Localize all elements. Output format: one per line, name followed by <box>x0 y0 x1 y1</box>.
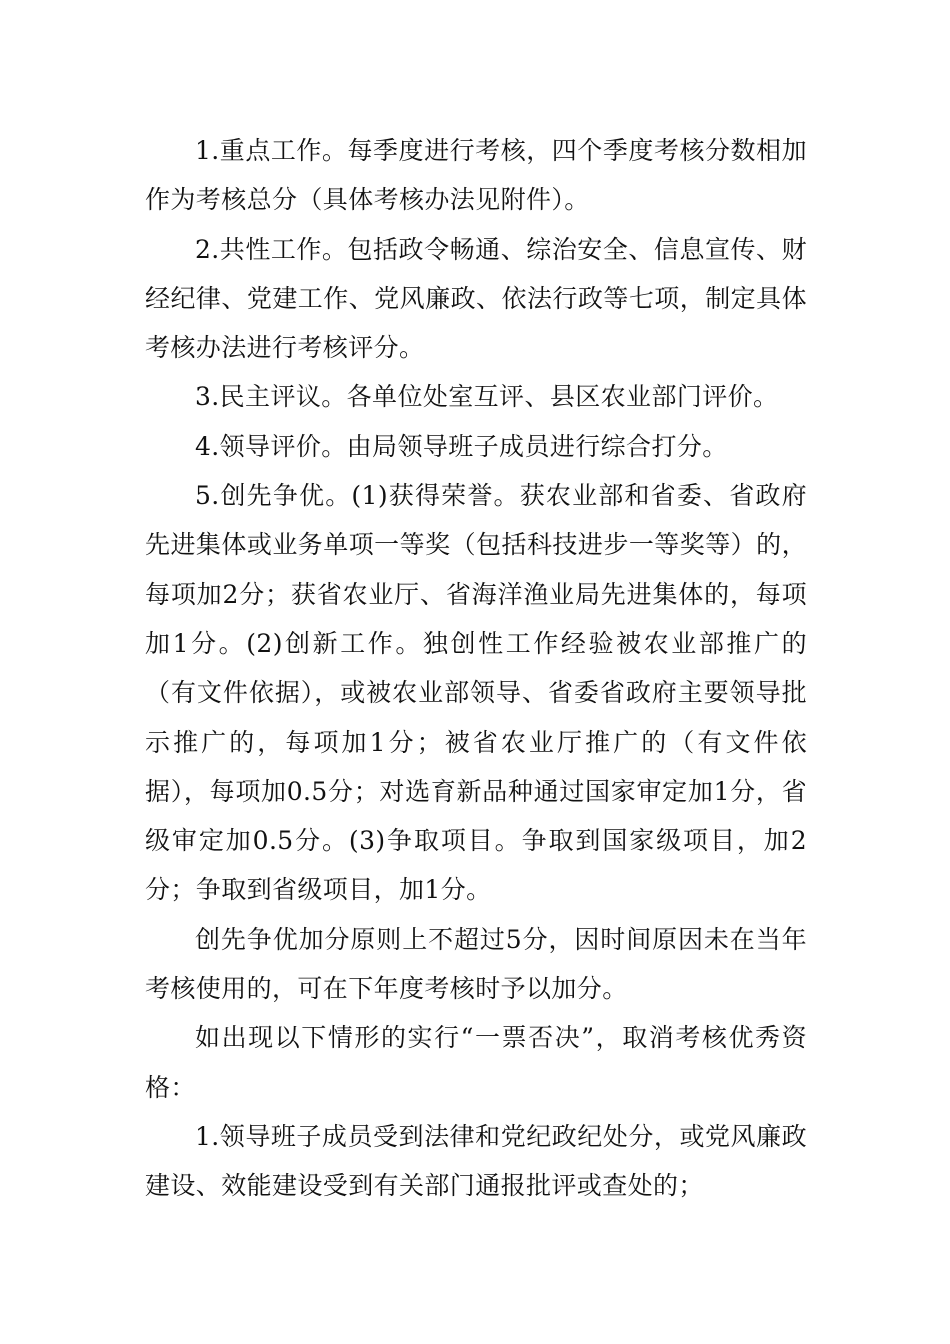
paragraph-excellence-bonus: 5.创先争优。(1)获得荣誉。获农业部和省委、省政府先进集体或业务单项一等奖（包括科技进步一等奖等）的，每项加2分；获省农业厅、省海洋渔业局先进集体的，每项加1分。(2)创新工作。独创性工作经验被农业部推广的（有文件依据），或被农业部领导、省委省政府主要领导批示推广的，每项加1分；被省农业厅推广的（有文件依据），每项加0.5分；对选育新品种通过国家审定加1分，省级审定加0.5分。(3)争取项目。争取到国家级项目，加2分；争取到省级项目，加1分。 <box>145 481 807 905</box>
paragraph-bonus-limit: 创先争优加分原则上不超过5分，因时间原因未在当年考核使用的，可在下年度考核时予以加分。 <box>145 924 807 1004</box>
paragraph-common-work: 2.共性工作。包括政令畅通、综治安全、信息宣传、财经纪律、党建工作、党风廉政、依法行政等七项，制定具体考核办法进行考核评分。 <box>145 234 807 363</box>
paragraph-key-work: 1.重点工作。每季度进行考核，四个季度考核分数相加作为考核总分（具体考核办法见附件）。 <box>145 136 807 215</box>
paragraph-veto-intro: 如出现以下情形的实行“一票否决”，取消考核优秀资格： <box>145 1023 807 1102</box>
paragraph-democratic-review: 3.民主评议。各单位处室互评、县区农业部门评价。 <box>195 382 779 412</box>
document-body <box>145 126 807 1211</box>
paragraph-leader-evaluation: 4.领导评价。由局领导班子成员进行综合打分。 <box>195 431 728 461</box>
paragraph-veto-item-1: 1.领导班子成员受到法律和党纪政纪处分，或党风廉政建设、效能建设受到有关部门通报批评或查处的； <box>145 1121 807 1201</box>
